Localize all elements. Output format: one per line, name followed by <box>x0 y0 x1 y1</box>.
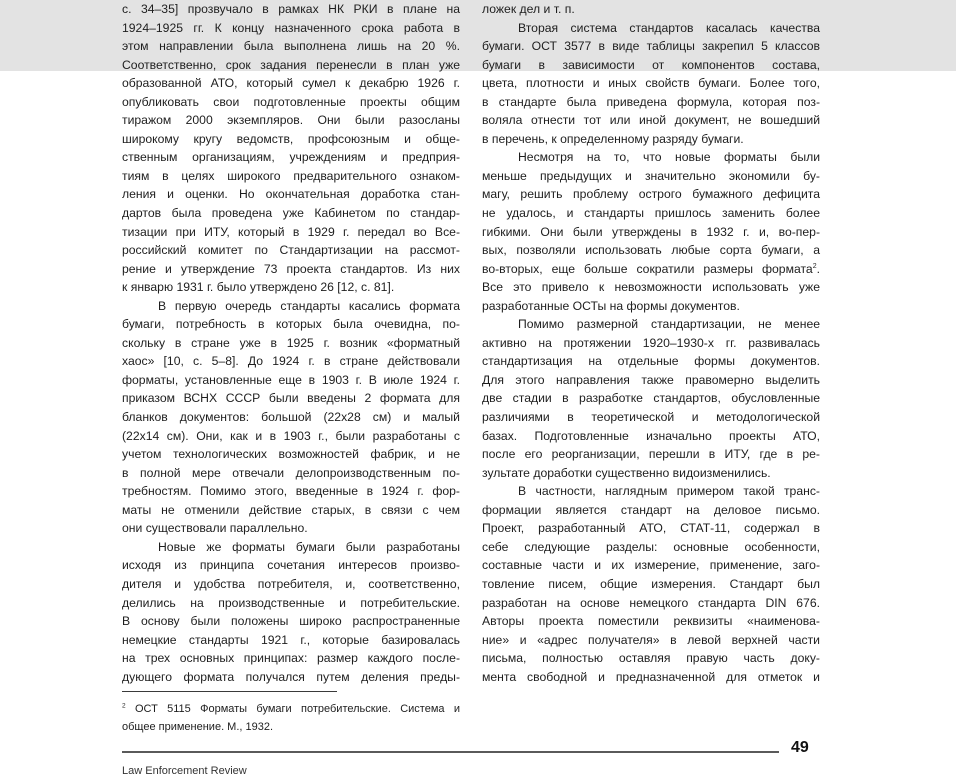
text-line: магу, решить проблему острого бумажного дефицита <box>482 187 820 202</box>
text-line: товление писем, общие измерения. Стандарт был <box>482 576 820 591</box>
text-line: Для этого направления также правомерно выделить <box>482 372 820 387</box>
text-line: маты не отменили действие старых, в связи с чем <box>122 502 460 517</box>
text-line: зультате доработки существенно видоизменились. <box>482 465 771 480</box>
text-line: воляла отнести тот или иной документ, не вошедший <box>482 113 820 128</box>
page-footer-divider <box>122 751 779 753</box>
text-line: дартов была проведена уже Кабинетом по стандар- <box>122 206 460 221</box>
text-line-with-footnote <box>482 260 820 279</box>
text-line: на трех основных принципах: размер каждого после- <box>122 651 460 666</box>
text-line: дителя и удобства потребителя, и, соответственно, <box>122 576 460 591</box>
text-line: в перечень, к определенному разряду бумаги. <box>482 131 744 146</box>
text-line: гибкими. Они были утверждены в 1932 г. и, во-пер- <box>482 224 820 239</box>
paragraph-start: Вторая система стандартов касалась качества <box>518 20 820 35</box>
text-line: (22x14 см). Они, как и в 1903 г., были разработаны с <box>122 428 460 443</box>
text-line: к январю 1931 г. было утверждено 26 [12, с. 81]. <box>122 280 395 295</box>
paragraph-start: Новые же форматы бумаги были разработаны <box>158 539 460 554</box>
text-line: составные части и их измерение, применение, заго- <box>482 558 820 573</box>
text-line: ственным организациям, учреждениям и предприя- <box>122 150 460 165</box>
text-line: базах. Подготовленные изначально проекты АТО, <box>482 428 820 443</box>
text-line: ления и оценки. Но окончательная доработка стан- <box>122 187 460 202</box>
text-line: себе следующие разделы: основные особенности, <box>482 539 820 554</box>
text-line: бумаги. ОСТ 3577 в виде таблицы закрепил 5 классов <box>482 39 820 54</box>
text-line: они существовали параллельно. <box>122 521 308 536</box>
text-line: немецкие стандарты 1921 г., которые базировалась <box>122 632 460 647</box>
footnote-line: общее применение. М., 1932. <box>122 721 274 733</box>
footnote-line <box>122 700 460 718</box>
text-line: письма, полностью оставляя правую часть доку- <box>482 651 820 666</box>
paragraph-start: Несмотря на то, что новые форматы были <box>518 150 820 165</box>
paragraph-start: Помимо размерной стандартизации, не менее <box>518 317 820 332</box>
text-line: с. 34–35] прозвучало в рамках НК РКИ в плане на <box>122 2 460 16</box>
text-line: две стадии в разработке стандартов, обусловленные <box>482 391 820 406</box>
text-line: в стандарте была приведена формула, которая поз- <box>482 94 820 109</box>
text-fragment: во-вторых, еще больше сократили размеры формата <box>482 261 813 276</box>
paragraph-start: В первую очередь стандарты касались формата <box>158 298 460 313</box>
paragraph-start: В частности, наглядным примером такой транс- <box>518 484 820 499</box>
text-line: после его реорганизации, перешли в ИТУ, где в ре- <box>482 447 820 462</box>
text-line: российский комитет по Стандартизации на рассмот- <box>122 243 460 258</box>
text-line: разработан на основе немецкого стандарта DIN 676. <box>482 595 820 610</box>
text-line: Проект, разработанный АТО, СТАТ-11, содержал в <box>482 521 820 536</box>
text-line: опубликовать свои подготовленные проекты общим <box>122 94 460 109</box>
text-line: этом направлении была выполнена лишь на 20 %. <box>122 39 460 54</box>
text-line: ние» и «адрес получателя» в левой верхней части <box>482 632 820 647</box>
text-line: широкому кругу ведомств, профсоюзным и обще- <box>122 131 460 146</box>
text-line: бумаги, потребность в которых была очевидна, по- <box>122 317 460 332</box>
text-line: разработанные ОСТы на формы документов. <box>482 298 740 313</box>
text-line: бумаги в зависимости от компонентов состава, <box>482 57 820 72</box>
text-line: не удалось, и стандарты пришлось заменить более <box>482 206 820 221</box>
text-line: учетом технологических возможностей фабрик, и не <box>122 447 460 462</box>
footnote <box>122 700 460 736</box>
text-line: дующего формата получался путем деления преды- <box>122 669 460 684</box>
text-line: вых, позволяли использовать любые сорта бумаги, а <box>482 243 820 258</box>
text-line: форматы, установленные еще в 1903 г. В июле 1924 г. <box>122 372 460 387</box>
text-line: бланков документов: большой (22x28 см) и малый <box>122 410 460 425</box>
text-line: делились на производственные и потребительские. <box>122 595 460 610</box>
footnote-text: ОСТ 5115 Форматы бумаги потребительские. Система и <box>125 703 460 715</box>
text-line: хаос» [10, с. 5–8]. До 1924 г. в стране действовали <box>122 354 460 369</box>
text-line: Авторы проекта поместили реквизиты «наименова- <box>482 614 820 629</box>
text-line: формации является стандарт на деловое письмо. <box>482 502 820 517</box>
text-line: тизации при ИТУ, который в 1929 г. передал во Все- <box>122 224 460 239</box>
footnote-reference[interactable]: 2 <box>812 262 817 270</box>
text-line: рение и утверждение 73 проекта стандартов. Из них <box>122 261 460 276</box>
text-line: различиями в теоретической и методологической <box>482 410 820 425</box>
text-line: В основу были положены широко распространенные <box>122 614 460 629</box>
text-line: в полной мере отвечали делопроизводственным по- <box>122 465 460 480</box>
left-column <box>122 0 460 686</box>
text-line: скольку в стране уже в 1925 г. возник «форматный <box>122 335 460 350</box>
text-line: приказом ВСНХ СССР были введены 2 формата для <box>122 391 460 406</box>
text-line: исходя из принципа сочетания интересов произво- <box>122 558 460 573</box>
text-line: образованной АТО, который сумел к декабрю 1926 г. <box>122 76 460 91</box>
text-line: Соответственно, срок задания перенесли в план уже <box>122 57 460 72</box>
text-fragment: . <box>816 261 820 276</box>
footnote-marker: 2 <box>122 702 126 710</box>
text-line: 1924–1925 гг. К концу назначенного срока работа в <box>122 20 460 35</box>
text-line: тиражом 2000 экземпляров. Они были разосланы <box>122 113 460 128</box>
text-line: требностям. Помимо этого, введенные в 1924 г. фор- <box>122 484 460 499</box>
text-line: цвета, плотности и иных свойств бумаги. Более того, <box>482 76 820 91</box>
page-number: 49 <box>791 739 809 756</box>
text-line: тиям в целях широкого предварительного ознаком- <box>122 168 460 183</box>
text-line: Все это привело к невозможности использовать уже <box>482 280 820 295</box>
footnote-divider <box>122 691 337 692</box>
text-line: меньше предыдущих и значительно экономили бу- <box>482 168 820 183</box>
text-line: стандартизация на отдельные формы документов. <box>482 354 820 369</box>
text-line: активно на протяжении 1920–1930-х гг. развивалась <box>482 335 820 350</box>
right-column <box>482 0 820 686</box>
text-line: ложек дел и т. п. <box>482 2 575 16</box>
journal-name: Law Enforcement Review <box>122 765 247 777</box>
text-line: мента свободной и предназначенной для отметок и <box>482 669 820 684</box>
